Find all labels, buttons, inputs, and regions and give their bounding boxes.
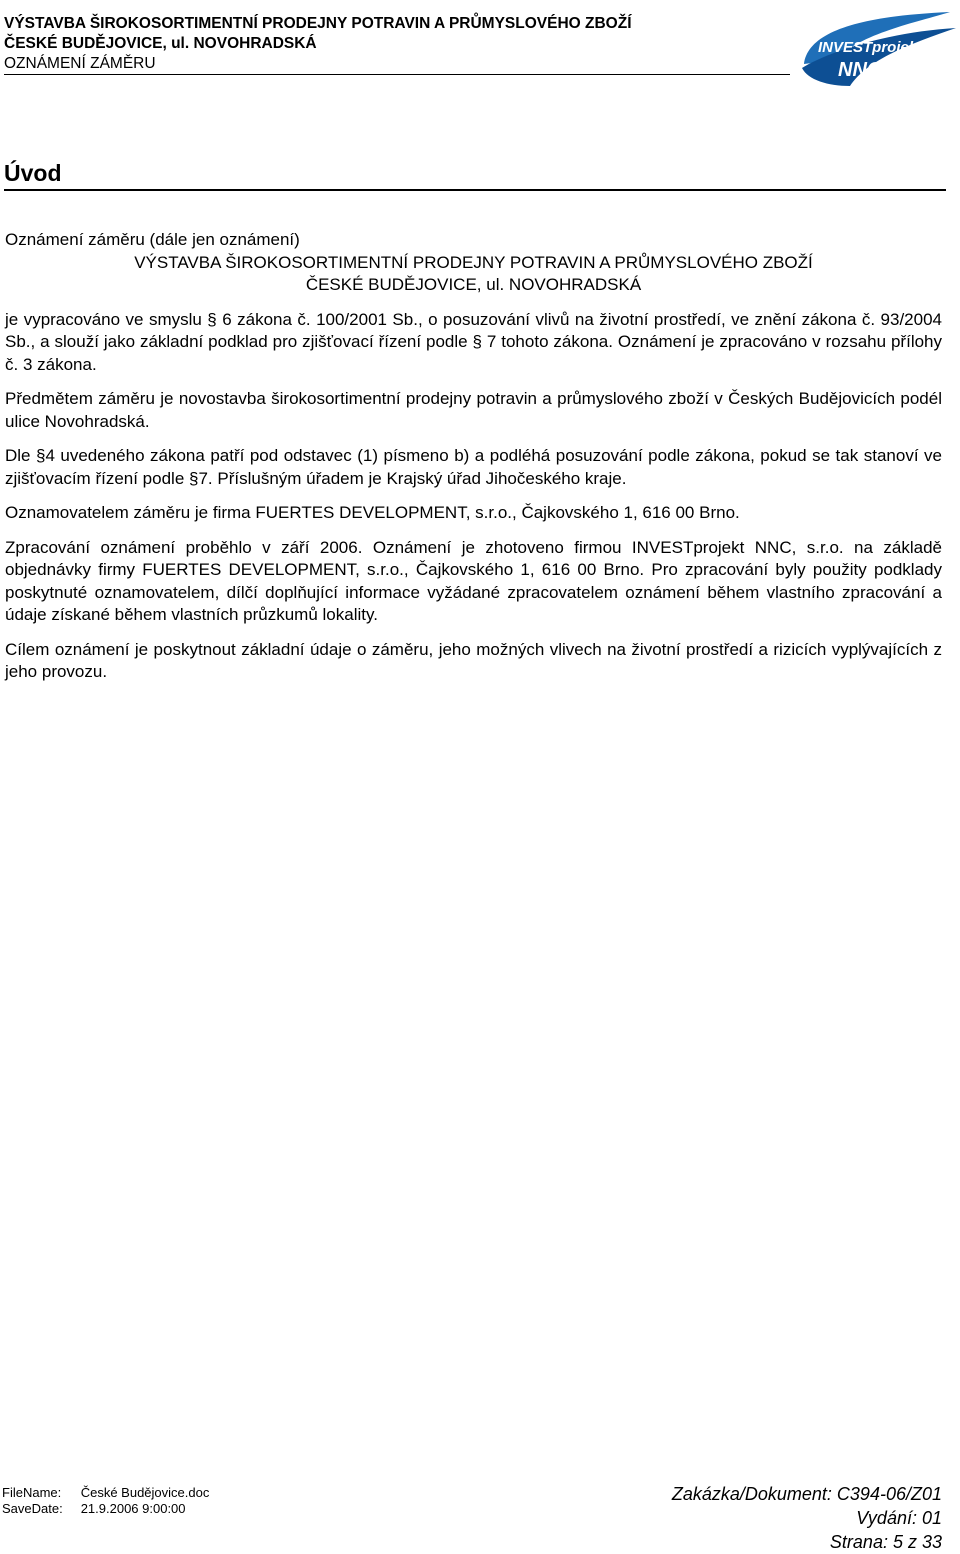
footer-file-info: [2, 1485, 227, 1517]
intro-line: Oznámení záměru (dále jen oznámení): [5, 230, 300, 249]
edition-number: Vydání: 01: [856, 1508, 942, 1528]
logo-text-top: INVESTprojekt: [818, 39, 923, 56]
header-line-3: OZNÁMENÍ ZÁMĚRU: [4, 55, 156, 72]
savedate-value: 21.9.2006 9:00:00: [80, 1501, 186, 1516]
investprojekt-logo: [798, 2, 958, 92]
header-line-1: VÝSTAVBA ŠIROKOSORTIMENTNÍ PRODEJNY POTRAVIN A PRŮMYSLOVÉHO ZBOŽÍ: [4, 15, 632, 32]
project-title-line-1: VÝSTAVBA ŠIROKOSORTIMENTNÍ PRODEJNY POTRAVIN A PRŮMYSLOVÉHO ZBOŽÍ: [134, 252, 813, 272]
paragraph-goal: Cílem oznámení je poskytnout základní údaje o záměru, jeho možných vlivech na životní prostředí a rizicích vyplývajících z jeho provozu.: [5, 639, 942, 681]
footer-doc-info: [672, 1482, 942, 1554]
paragraph-subject: Předmětem záměru je novostavba širokosortimentní prodejny potravin a průmyslového zboží v Českých Budějovicích podél ulice Novohradská.: [5, 389, 942, 431]
filename-label: FileName:: [2, 1485, 62, 1500]
paragraph-law-section: Dle §4 uvedeného zákona patří pod odstavec (1) písmeno b) a podléhá posuzování podle zákona, pokud se tak stanoví ve zjišťovacím řízení podle §7. Příslušným úřadem je Krajský úřad Jihočeského kraje.: [5, 446, 942, 488]
page-header: [4, 14, 632, 74]
header-line-2: ČESKÉ BUDĚJOVICE, ul. NOVOHRADSKÁ: [4, 35, 317, 52]
logo-text-bottom: NNC: [838, 59, 882, 81]
filename-value: České Budějovice.doc: [80, 1485, 210, 1500]
savedate-label: SaveDate:: [2, 1501, 63, 1516]
paragraph-legal-basis: je vypracováno ve smyslu § 6 zákona č. 100/2001 Sb., o posuzování vlivů na životní prostředí, ve znění zákona č. 93/2004 Sb., a slouží jako základní podklad pro zjišťovací řízení podle § 7 tohoto zákona. Oznámení je zpracováno v rozsahu přílohy č. 3 zákona.: [5, 309, 942, 374]
project-title-line-2: ČESKÉ BUDĚJOVICE, ul. NOVOHRADSKÁ: [305, 275, 642, 294]
page-number: Strana: 5 z 33: [829, 1532, 942, 1552]
paragraph-processing: Zpracování oznámení proběhlo v září 2006. Oznámení je zhotoveno firmou INVESTprojekt NNC, s.r.o. na základě objednávky firmy FUERTES DEVELOPMENT, s.r.o., Čajkovského 1, 616 00 Brno. Pro zpracování byly použity podklady poskytnuté oznamovatelem, dílčí doplňující informace vyžádané zpracovatelem oznámení během vlastního zpracování a údaje získané během vlastních průzkumů lokality.: [5, 537, 942, 624]
section-title: Úvod: [4, 160, 62, 186]
document-body: [5, 229, 942, 696]
section-divider: [4, 189, 946, 191]
header-divider: [4, 74, 790, 75]
paragraph-notifier: Oznamovatelem záměru je firma FUERTES DEVELOPMENT, s.r.o., Čajkovského 1, 616 00 Brno.: [5, 503, 740, 522]
document-code: Zakázka/Dokument: C394-06/Z01: [671, 1484, 942, 1504]
